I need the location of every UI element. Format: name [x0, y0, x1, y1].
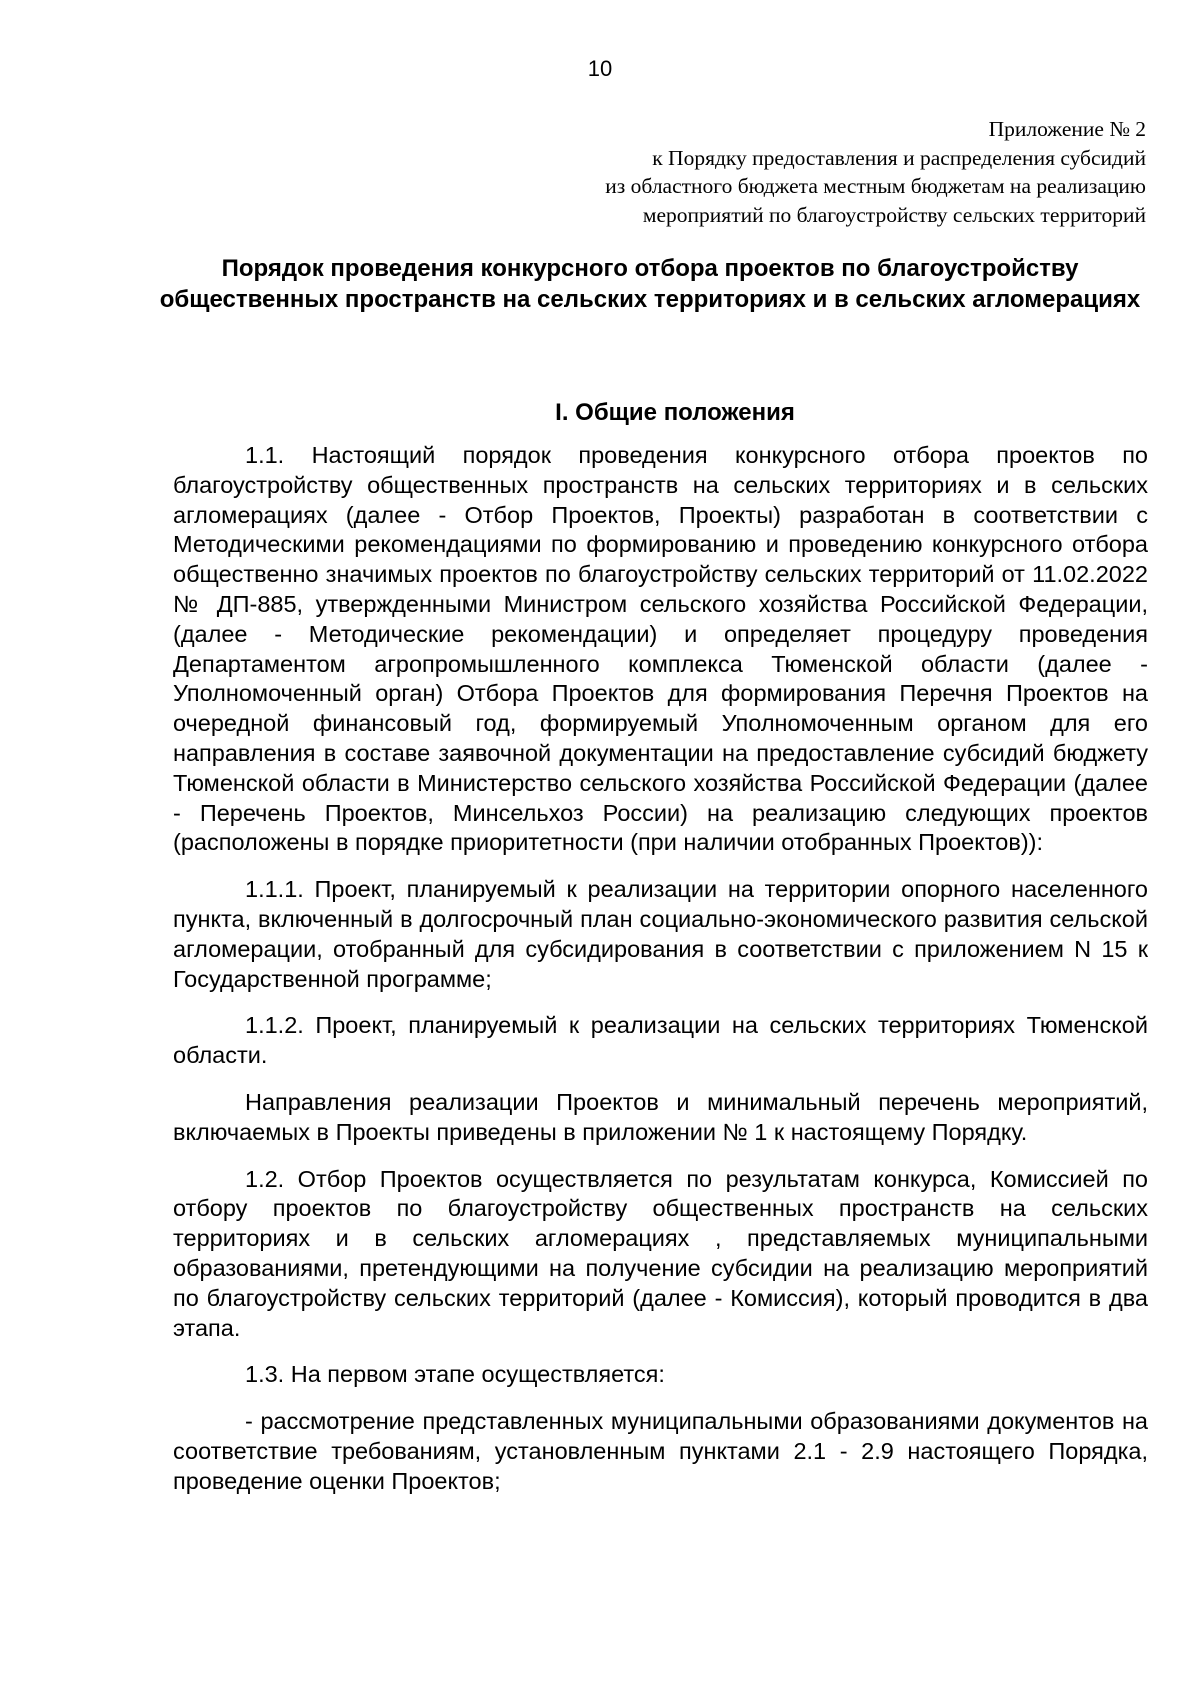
paragraph: 1.2. Отбор Проектов осуществляется по результатам конкурса, Комиссией по отбору проектов по благоустройству общественных пространств на сельских территориях и в сельских агломерациях , представляемых муниципальными образованиями, претендующими на получение субсидии на реализацию мероприятий по благоустройству сельских территорий (далее - Комиссия), который проводится в два этапа. [173, 1165, 1148, 1341]
paragraph: Направления реализации Проектов и минимальный перечень мероприятий, включаемых в Проекты приведены в приложении № 1 к настоящему Порядку. [173, 1088, 1148, 1145]
paragraph: 1.3. На первом этапе осуществляется: [245, 1361, 665, 1388]
section-heading: I. Общие положения [555, 399, 795, 426]
appendix-header [506, 115, 1146, 229]
appendix-line: мероприятий по благоустройству сельских территорий [642, 202, 1146, 227]
appendix-line: к Порядку предоставления и распределения субсидий [652, 145, 1146, 170]
paragraph: 1.1.2. Проект, планируемый к реализации на сельских территориях Тюменской области. [173, 1012, 1148, 1069]
appendix-line: из областного бюджета местным бюджетам на реализацию [605, 174, 1146, 198]
page-number: 10 [587, 56, 613, 81]
paragraph: 1.1. Настоящий порядок проведения конкурсного отбора проектов по благоустройству общественных пространств на сельских территориях и в сельских агломерациях (далее - Отбор Проектов, Проекты) разработан в соответствии с Методическими рекомендациями по формированию и проведению конкурсного отбора общественно значимых проектов по благоустройству сельских территорий от 11.02.2022 № ДП-885, утвержденными Министром сельского хозяйства Российской Федерации, (далее - Методические рекомендации) и определяет процедуру проведения Департаментом агропромышленного комплекса Тюменской области (далее - Уполномоченный орган) Отбора Проектов для формирования Перечня Проектов на очередной финансовый год, формируемый Уполномоченным органом для его направления в составе заявочной документации на предоставление субсидий бюджету Тюменской области в Министерство сельского хозяйства Российской Федерации (далее - Перечень Проектов, Минсельхоз России) на реализацию следующих проектов (расположены в порядке приоритетности (при наличии отобранных Проектов)): [173, 442, 1148, 856]
document-body [173, 441, 1148, 1497]
paragraph: - рассмотрение представленных муниципальными образованиями документов на соответствие требованиям, установленным пунктами 2.1 - 2.9 настоящего Порядка, проведение оценки Проектов; [173, 1408, 1148, 1494]
appendix-line: Приложение № 2 [988, 117, 1146, 141]
document-title: Порядок проведения конкурсного отбора проектов по благоустройству общественных пространств на сельских территориях и в сельских агломерациях [159, 255, 1141, 313]
paragraph: 1.1.1. Проект, планируемый к реализации на территории опорного населенного пункта, включенный в долгосрочный план социально-экономического развития сельской агломерации, отобранный для субсидирования в соответствии с приложением N 15 к Государственной программе; [173, 876, 1148, 992]
